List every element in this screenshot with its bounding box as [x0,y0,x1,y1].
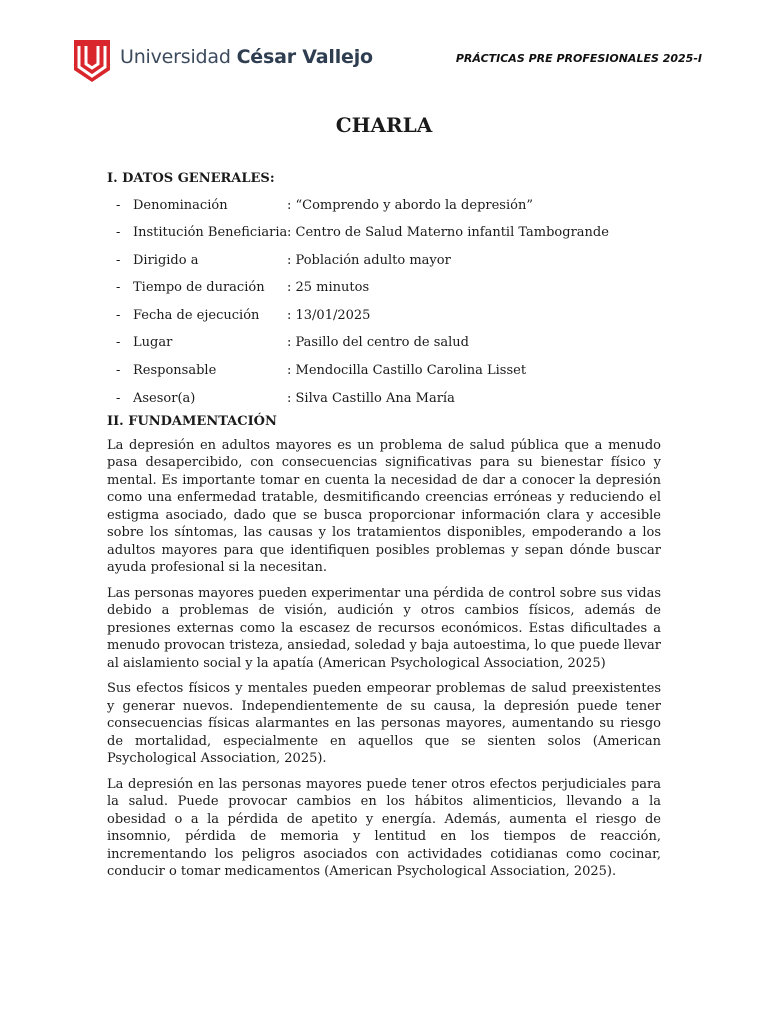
list-item [107,334,661,362]
list-dash: - [116,335,121,351]
section-heading-datos-generales: I. DATOS GENERALES: [107,171,275,186]
field-label: Asesor(a) [133,390,196,406]
field-label: Dirigido a [133,252,199,268]
field-value: : 13/01/2025 [287,307,371,323]
paragraph: La depresión en las personas mayores puede tener otros efectos perjudiciales para la salud. Puede provocar cambios en los hábitos alimenticios, llevando a la obesidad o a la pérdida de apetito y energía. Además, aumenta el riesgo de insomnio, pérdida de memoria y lentitud en los tiempos de reacción, incrementando los peligros asociados con actividades cotidianas como cocinar, conducir o tomar medicamentos (American Psychological Association, 2025). [107,776,661,880]
list-dash: - [116,197,121,213]
field-value: : “Comprendo y abordo la depresión” [287,197,533,213]
list-item [107,279,661,307]
university-logo-icon [74,40,110,82]
list-dash: - [116,225,121,241]
university-name-regular: Universidad [120,46,237,68]
paragraph: La depresión en adultos mayores es un problema de salud pública que a menudo pasa desapercibido, con consecuencias significativas para su bienestar físico y mental. Es importante tomar en cuenta la necesidad de dar a conocer la depresión como una enfermedad tratable, desmitificando creencias erróneas y reduciendo el estigma asociado, dado que se busca proporcionar información clara y accesible sobre los síntomas, las causas y los tratamientos disponibles, empoderando a los adultos mayores para que identifiquen posibles problemas y sepan dónde buscar ayuda profesional si la necesitan. [107,437,661,576]
field-label: Fecha de ejecución [133,307,260,323]
field-value: : Silva Castillo Ana María [287,390,455,406]
list-dash: - [116,280,121,296]
list-item [107,224,661,252]
list-dash: - [116,363,121,379]
list-item [107,197,661,225]
university-name [120,46,373,68]
section-heading-fundamentacion: II. FUNDAMENTACIÓN [107,414,277,430]
list-dash: - [116,307,121,323]
field-value: : Población adulto mayor [287,252,451,268]
list-dash: - [116,252,121,268]
field-label: Institución Beneficiaria [133,225,288,241]
field-value: : 25 minutos [287,280,370,296]
list-item [107,252,661,280]
field-value: : Mendocilla Castillo Carolina Lisset [287,363,527,379]
field-value: : Centro de Salud Materno infantil Tambogrande [287,225,609,241]
university-name-bold: César Vallejo [236,46,373,68]
field-label: Lugar [133,335,173,351]
page-title: CHARLA [335,113,433,137]
field-label: Responsable [133,363,217,379]
field-value: : Pasillo del centro de salud [287,335,469,351]
list-item [107,307,661,335]
paragraph: Las personas mayores pueden experimentar una pérdida de control sobre sus vidas debido a problemas de visión, audición y otros cambios físicos, además de presiones externas como la escasez de recursos económicos. Estas dificultades a menudo provocan tristeza, ansiedad, soledad y baja autoestima, lo que puede llevar al aislamiento social y la apatía (American Psychological Association, 2025) [107,585,661,671]
field-label: Tiempo de duración [133,280,265,296]
document-body [107,170,661,881]
datos-generales-list [107,197,661,418]
list-dash: - [116,390,121,406]
paragraph: Sus efectos físicos y mentales pueden empeorar problemas de salud preexistentes y generar nuevos. Independientemente de su causa, la depresión puede tener consecuencias físicas alarmantes en las personas mayores, aumentando su riesgo de mortalidad, especialmente en aquellos que se sienten solos (American Psychological Association, 2025). [107,681,661,767]
list-item [107,362,661,390]
page-header [74,40,702,86]
practicas-label: PRÁCTICAS PRE PROFESIONALES 2025-I [455,52,702,65]
field-label: Denominación [133,197,228,213]
